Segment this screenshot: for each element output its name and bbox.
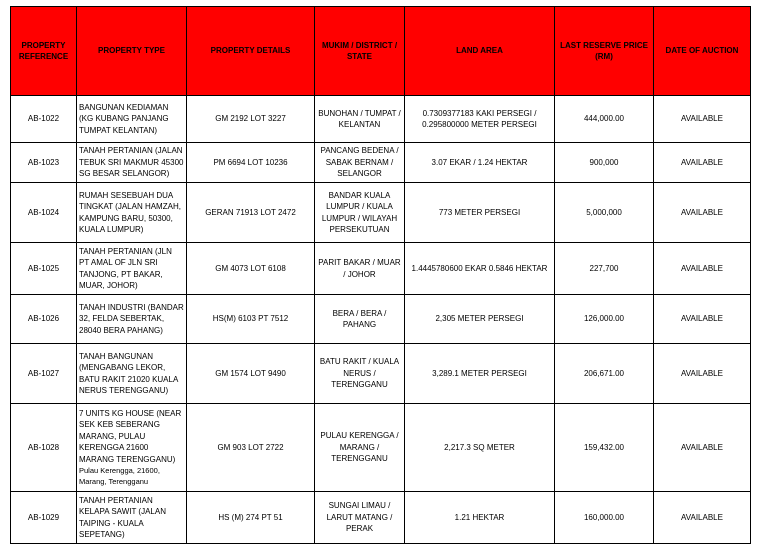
property-type: TANAH PERTANIAN (JALAN TEBUK SRI MAKMUR 45300 SG BESAR SELANGOR) [77,143,187,183]
reserve-price: 444,000.00 [555,96,654,143]
property-type: TANAH INDUSTRI (BANDAR 32, FELDA SEBERTAK, 28040 BERA PAHANG) [77,295,187,344]
land-area: 2,217.3 SQ METER [405,404,555,492]
land-area: 0.7309377183 KAKI PERSEGI / 0.295800000 METER PERSEGI [405,96,555,143]
property-reference: AB-1025 [11,243,77,295]
header-date-of-auction: DATE OF AUCTION [654,7,751,96]
property-type: RUMAH SESEBUAH DUA TINGKAT (JALAN HAMZAH, KAMPUNG BARU, 50300, KUALA LUMPUR) [77,183,187,243]
table-row [11,183,751,243]
reserve-price: 126,000.00 [555,295,654,344]
property-details: GM 2192 LOT 3227 [187,96,315,143]
property-reference: AB-1026 [11,295,77,344]
auction-date: AVAILABLE [654,404,751,492]
property-reference: AB-1023 [11,143,77,183]
land-area: 3.07 EKAR / 1.24 HEKTAR [405,143,555,183]
property-details: GM 1574 LOT 9490 [187,344,315,404]
property-reference: AB-1027 [11,344,77,404]
property-details: GERAN 71913 LOT 2472 [187,183,315,243]
header-land-area: LAND AREA [405,7,555,96]
table-row [11,143,751,183]
property-type: BANGUNAN KEDIAMAN (KG KUBANG PANJANG TUMPAT KELANTAN) [77,96,187,143]
reserve-price: 900,000 [555,143,654,183]
table-row [11,492,751,544]
property-type: TANAH PERTANIAN (JLN PT AMAL OF JLN SRI TANJONG, PT BAKAR, MUAR, JOHOR) [77,243,187,295]
property-reference: AB-1024 [11,183,77,243]
auction-date: AVAILABLE [654,143,751,183]
land-area: 1.21 HEKTAR [405,492,555,544]
mukim-district-state: BERA / BERA / PAHANG [315,295,405,344]
mukim-district-state: PANCANG BEDENA / SABAK BERNAM / SELANGOR [315,143,405,183]
auction-date: AVAILABLE [654,344,751,404]
property-reference: AB-1028 [11,404,77,492]
auction-date: AVAILABLE [654,243,751,295]
mukim-district-state: BUNOHAN / TUMPAT / KELANTAN [315,96,405,143]
table-row [11,404,751,492]
header-last-reserve-price: LAST RESERVE PRICE (RM) [555,7,654,96]
mukim-district-state: SUNGAI LIMAU / LARUT MATANG / PERAK [315,492,405,544]
land-area: 2,305 METER PERSEGI [405,295,555,344]
header-property-type: PROPERTY TYPE [77,7,187,96]
mukim-district-state: BANDAR KUALA LUMPUR / KUALA LUMPUR / WILAYAH PERSEKUTUAN [315,183,405,243]
property-details: HS(M) 6103 PT 7512 [187,295,315,344]
reserve-price: 159,432.00 [555,404,654,492]
property-type-cell [77,404,187,492]
land-area: 773 METER PERSEGI [405,183,555,243]
table-row [11,344,751,404]
table-row [11,243,751,295]
property-type: TANAH PERTANIAN KELAPA SAWIT (JALAN TAIPING - KUALA SEPETANG) [77,492,187,544]
land-area: 3,289.1 METER PERSEGI [405,344,555,404]
auction-date: AVAILABLE [654,183,751,243]
reserve-price: 206,671.00 [555,344,654,404]
auction-date: AVAILABLE [654,295,751,344]
property-type-extra: Pulau Kerengga, 21600, Marang, Terengganu [79,466,160,487]
property-type: 7 UNITS KG HOUSE (NEAR SEK KEB SEBERANG MARANG, PULAU KERENGGA 21600 MARANG TERENGGANU) [79,408,182,464]
header-property-details: PROPERTY DETAILS [187,7,315,96]
property-details: GM 4073 LOT 6108 [187,243,315,295]
land-area: 1.4445780600 EKAR 0.5846 HEKTAR [405,243,555,295]
property-reference: AB-1029 [11,492,77,544]
mukim-district-state: BATU RAKIT / KUALA NERUS / TERENGGANU [315,344,405,404]
header-mukim-district-state: MUKIM / DISTRICT / STATE [315,7,405,96]
property-auction-table [10,6,751,544]
auction-date: AVAILABLE [654,96,751,143]
reserve-price: 160,000.00 [555,492,654,544]
reserve-price: 5,000,000 [555,183,654,243]
auction-table-wrapper [10,6,751,544]
reserve-price: 227,700 [555,243,654,295]
mukim-district-state: PULAU KERENGGA / MARANG / TERENGGANU [315,404,405,492]
property-type: TANAH BANGUNAN (MENGABANG LEKOR, BATU RAKIT 21020 KUALA NERUS TERENGGANU) [77,344,187,404]
header-property-reference: PROPERTY REFERENCE [11,7,77,96]
table-row [11,295,751,344]
property-details: GM 903 LOT 2722 [187,404,315,492]
property-reference: AB-1022 [11,96,77,143]
table-header-row [11,7,751,96]
auction-date: AVAILABLE [654,492,751,544]
property-details: HS (M) 274 PT 51 [187,492,315,544]
property-details: PM 6694 LOT 10236 [187,143,315,183]
table-row [11,96,751,143]
mukim-district-state: PARIT BAKAR / MUAR / JOHOR [315,243,405,295]
